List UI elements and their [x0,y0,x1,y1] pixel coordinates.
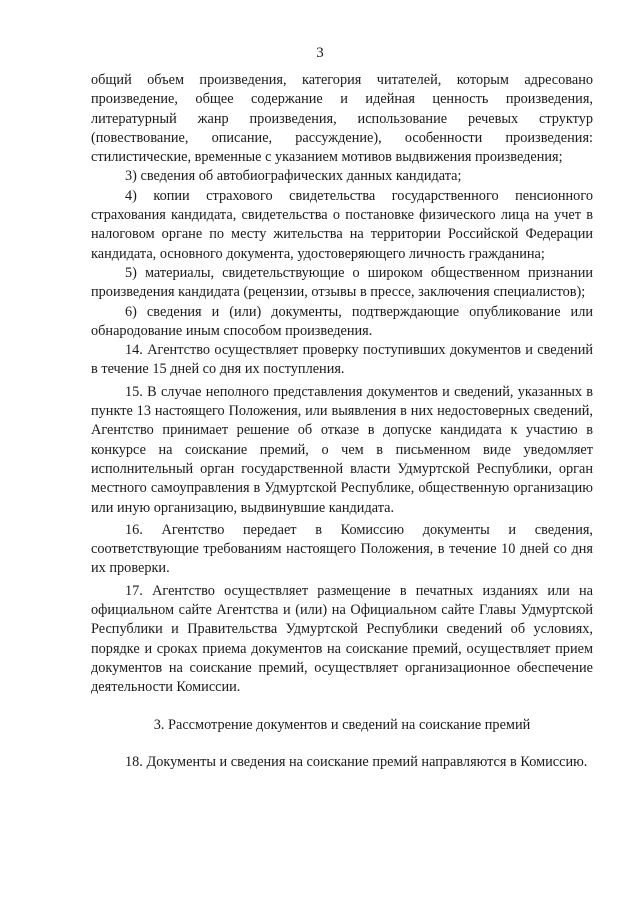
clause-16: 16. Агентство передает в Комиссию документы и сведения, соответствующие требованиям настоящего Положения, в течение 10 дней со дня их проверки. [91,521,593,577]
clause-17: 17. Агентство осуществляет размещение в печатных изданиях или на официальном сайте Агентства и (или) на Официальном сайте Главы Удмуртской Республики и Правительства Удмуртской Республики сведений об условиях, порядке и сроках приема документов на соискание премий, осуществляет прием документов на соискание премий, осуществляет организационное обеспечение деятельности Комиссии. [91,582,593,696]
document-body [91,71,593,772]
list-item-3: 3) сведения об автобиографических данных кандидата; [125,168,462,185]
list-item-4: 4) копии страхового свидетельства государственного пенсионного страхования кандидата, свидетельства о постановке физического лица на учет в налоговом органе по месту жительства на территории Российской Федерации кандидата, основного документа, удостоверяющего личность гражданина; [91,187,593,262]
clause-15: 15. В случае неполного представления документов и сведений, указанных в пункте 13 настоящего Положения, или выявления в них недостоверных сведений, Агентство принимает решение об отказе в допуске кандидата к участию в конкурсе на соискание премий, о чем в письменном виде уведомляет исполнительный орган государственной власти Удмуртской Республики, орган местного самоуправления в Удмуртской Республике, общественную организацию или иную организацию, выдвинувшие кандидата. [91,383,593,516]
page-number: 3 [316,45,324,61]
list-item-5: 5) материалы, свидетельствующие о широком общественном признании произведения кандидата (рецензии, отзывы в прессе, заключения специалистов); [91,264,593,301]
clause-14: 14. Агентство осуществляет проверку поступивших документов и сведений в течение 15 дней со дня их поступления. [91,342,593,378]
section-heading: 3. Рассмотрение документов и сведений на соискание премий [153,716,531,733]
paragraph-continuation: общий объем произведения, категория читателей, которым адресовано произведение, общее содержание и идейная ценность произведения, литературный жанр произведения, использование речевых структур (повествование, описание, рассуждение), особенности произведения: стилистические, временные с указанием мотивов выдвижения произведения; [91,72,593,166]
list-item-6: 6) сведения и (или) документы, подтверждающие опубликование или обнародование иным способом произведения. [91,303,593,339]
clause-18: 18. Документы и сведения на соискание премий направляются в Комиссию. [125,753,588,770]
